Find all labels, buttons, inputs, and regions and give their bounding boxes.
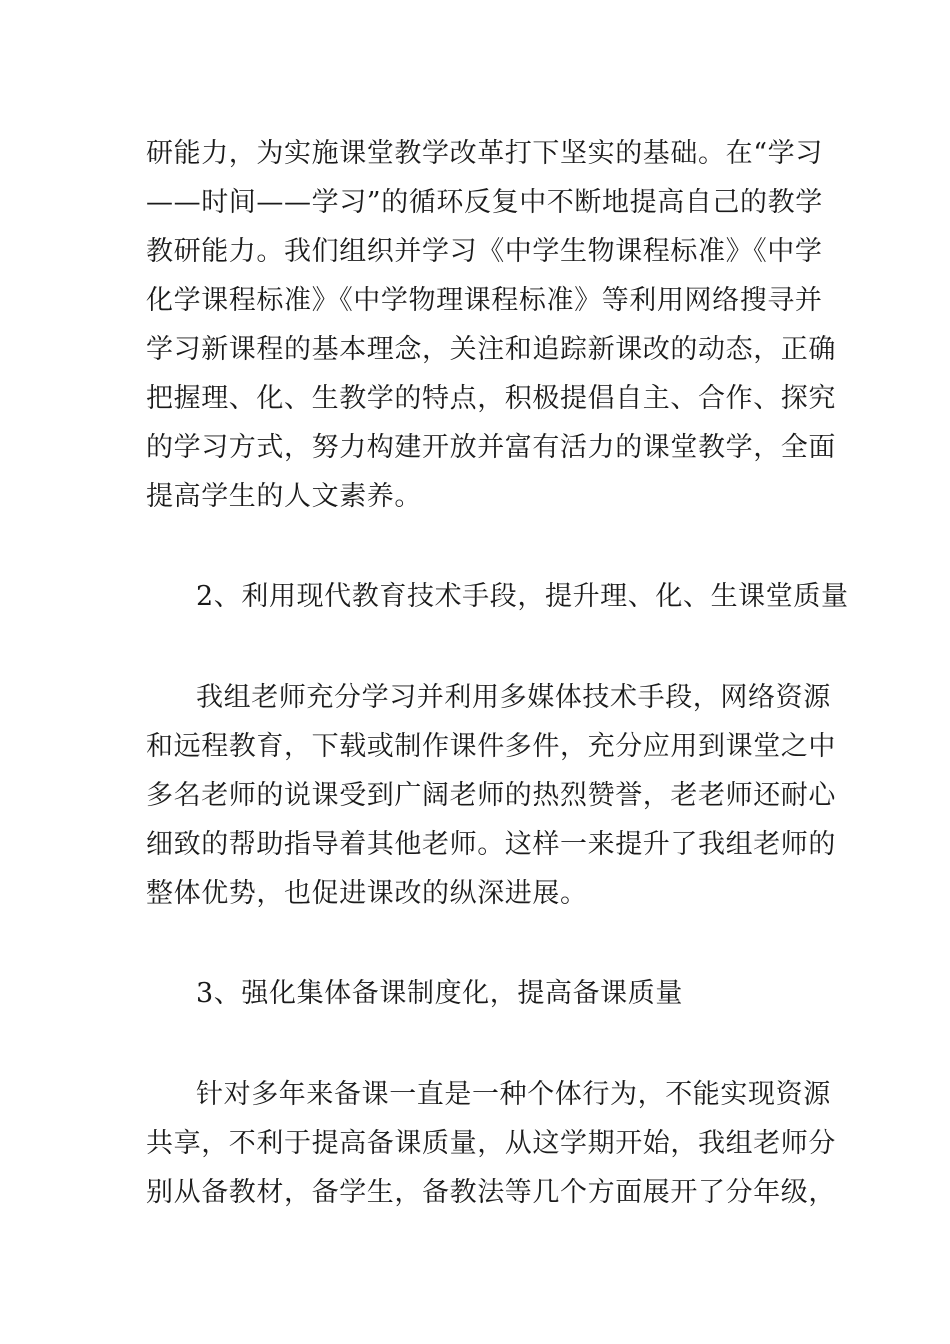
paragraph-line: 别从备教材，备学生，备教法等几个方面展开了分年级， (146, 1177, 836, 1208)
paragraph-line: 和远程教育，下载或制作课件多件，充分应用到课堂之中 (146, 731, 836, 762)
paragraph-line: 共享，不利于提高备课质量，从这学期开始，我组老师分 (146, 1128, 836, 1159)
section-heading-3: 3、强化集体备课制度化，提高备课质量 (196, 978, 683, 1009)
paragraph-line: 学习新课程的基本理念，关注和追踪新课改的动态，正确 (146, 334, 836, 365)
paragraph-line: 把握理、化、生教学的特点，积极提倡自主、合作、探究 (146, 383, 836, 414)
paragraph-line: 提高学生的人文素养。 (146, 481, 422, 512)
section-heading-2: 2、利用现代教育技术手段，提升理、化、生课堂质量 (196, 581, 849, 612)
paragraph-line: 整体优势，也促进课改的纵深进展。 (146, 878, 588, 909)
paragraph-line: 教研能力。我们组织并学习《中学生物课程标准》《中学 (146, 236, 823, 267)
paragraph-line: 化学课程标准》《中学物理课程标准》等利用网络搜寻并 (146, 285, 823, 316)
paragraph-line: 多名老师的说课受到广阔老师的热烈赞誉，老老师还耐心 (146, 780, 836, 811)
paragraph-line: ——时间——学习”的循环反复中不断地提高自己的教学 (146, 187, 823, 218)
paragraph-line: 针对多年来备课一直是一种个体行为，不能实现资源 (196, 1079, 831, 1110)
paragraph-line: 我组老师充分学习并利用多媒体技术手段，网络资源 (196, 682, 831, 713)
paragraph-line: 的学习方式，努力构建开放并富有活力的课堂教学，全面 (146, 432, 836, 463)
paragraph-line: 细致的帮助指导着其他老师。这样一来提升了我组老师的 (146, 829, 836, 860)
paragraph-line: 研能力，为实施课堂教学改革打下坚实的基础。在“学习 (146, 138, 823, 169)
